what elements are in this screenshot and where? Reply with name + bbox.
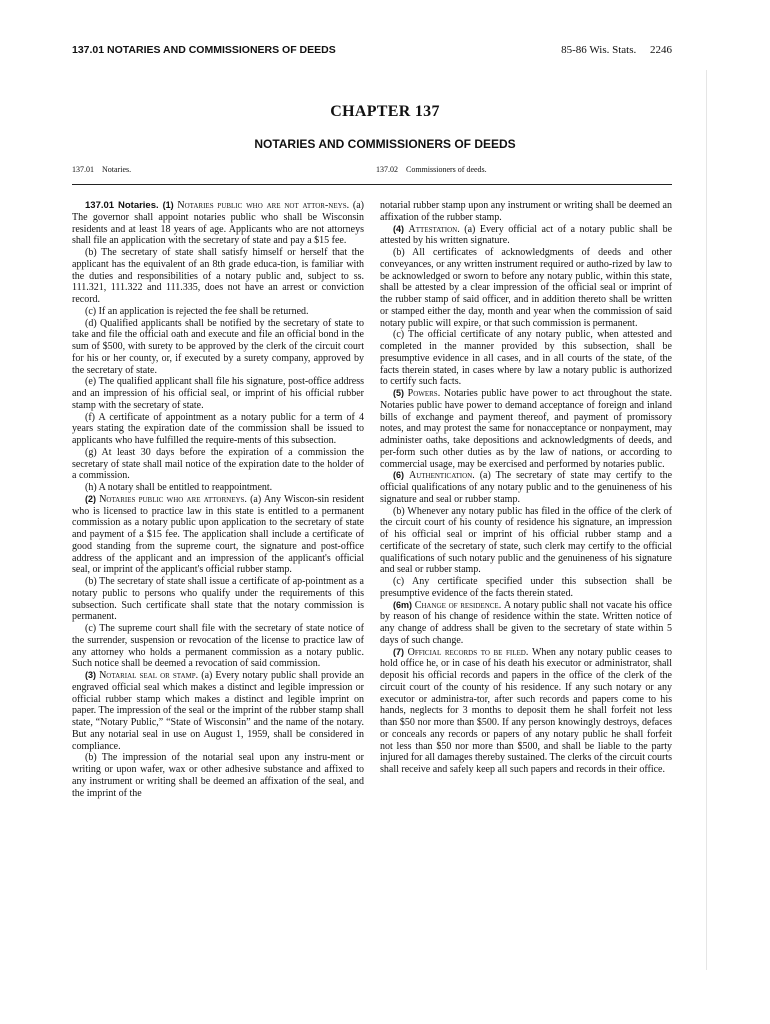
page-number: 2246 bbox=[650, 44, 672, 56]
subsection-caption: Official records to be filed. bbox=[407, 646, 532, 658]
subsection-caption: Attestation. bbox=[408, 223, 465, 235]
paragraph-text: (f) A certificate of appointment as a notary public for a term of 4 years stating the expiration date of the commission shall be issued to applicants who have fulfilled the require-ments of this subsection. bbox=[72, 411, 364, 446]
toc-entry bbox=[376, 165, 487, 174]
subsection-caption: Authentication. bbox=[408, 470, 480, 482]
paragraph bbox=[72, 200, 364, 247]
subsection-number: (4) bbox=[393, 223, 409, 234]
chapter-title: NOTARIES AND COMMISSIONERS OF DEEDS bbox=[254, 137, 516, 151]
paragraph bbox=[72, 670, 364, 752]
paragraph-text: (e) The qualified applicant shall file his signature, post-office address and an impression of his official seal, or imprint of his official rubber stamp with the secretary of state. bbox=[72, 376, 364, 411]
paragraph bbox=[380, 329, 672, 388]
toc-number: 137.01 bbox=[72, 165, 94, 174]
paragraph bbox=[72, 576, 364, 623]
paragraph-text: (b) Whenever any notary public has filed in the office of the clerk of the circuit court of his county of residence his signature, an impression of his official seal or imprint of his official rubber stamp and a certificate of the secretary of state, such clerk may certify to the official qualifications of such notary public and the genuineness of his signature and seal or rubber stamp. bbox=[380, 505, 672, 576]
header-rule bbox=[72, 184, 672, 185]
paragraph bbox=[72, 447, 364, 482]
paragraph bbox=[72, 482, 364, 494]
paragraph bbox=[72, 752, 364, 799]
paragraph bbox=[72, 247, 364, 306]
subsection-number: (5) bbox=[393, 388, 408, 398]
paragraph bbox=[72, 318, 364, 377]
paragraph bbox=[380, 470, 672, 505]
paragraph-text: Notaries public have power to act throughout the state. Notaries public have power to demand acceptance of foreign and inland bills of exchange and payment thereof, and payment of promissory notes, and may protest the same for nonacceptance or nonpayment, may administer oaths, take depositions and acknowledgments of deeds, and per-form such other duties as by the law of nations, or according to commercial usage, may be exercised and performed by notaries public. bbox=[380, 388, 673, 470]
paragraph-text: (b) The impression of the notarial seal upon any instru-ment or writing or upon wafer, wax or other adhesive substance and affixed to any instrument or writing shall be deemed an affixation of the seal, and the imprint of the bbox=[72, 752, 364, 799]
paragraph bbox=[380, 647, 672, 776]
paragraph-text: (a) Every official act of a notary public shall be attested by his written signature. bbox=[380, 223, 673, 247]
paragraph-text: A notary public shall not vacate his office by reason of his change of residence within the state. Written notice of any change of address shall be given to the secretary of state within 5 days of such change. bbox=[380, 599, 672, 646]
paragraph bbox=[380, 224, 672, 248]
section-index bbox=[72, 165, 672, 177]
paragraph bbox=[72, 412, 364, 447]
paragraph bbox=[380, 388, 672, 470]
paragraph bbox=[72, 494, 364, 576]
subsection-caption: Powers. bbox=[407, 388, 444, 399]
subsection-number: (1) bbox=[162, 200, 178, 210]
paragraph bbox=[72, 623, 364, 670]
right-column bbox=[380, 200, 672, 776]
paragraph-text: (a) Every notary public shall provide an engraved official seal which makes a distinct and legible impression or official rubber stamp which makes a distinct and legible imprint on paper. The impression of the seal or the imprint of the rubber stamp shall state, “Notary Public,” “State of Wisconsin” and the name of the notary. But any notarial seal in use on August 1, 1959, shall be considered in compliance. bbox=[72, 670, 365, 752]
toc-entry bbox=[72, 165, 131, 174]
paragraph-text: (a) Any Wiscon-sin resident who is licensed to practice law in this state is entitled to a permanent commission as a notary public upon application to the secretary of state and payment of a $15 fee. The application shall include a certificate of good standing from the supreme court, the signature and post-office address of the applicant and an impression of the applicant's official seal, or imprint of the applicant's official rubber stamp. bbox=[72, 493, 365, 576]
paragraph bbox=[380, 576, 672, 600]
page-edge-line bbox=[706, 70, 707, 970]
paragraph bbox=[380, 506, 672, 577]
stats-edition: 85-86 Wis. Stats. bbox=[561, 44, 637, 56]
toc-title: Commissioners of deeds. bbox=[406, 165, 487, 174]
left-column bbox=[72, 200, 364, 799]
paragraph-text: (d) Qualified applicants shall be notified by the secretary of state to take and file the official oath and execute and file an official bond in the sum of $500, with surety to be approved by the clerk of the circuit court for his or her county, or, if executed by a surety company, approved by the secretary of state. bbox=[72, 317, 364, 376]
subsection-number: (2) bbox=[85, 493, 100, 504]
paragraph-text: (b) All certificates of acknowledgments of deeds and other conveyances, or any written instrument required or autho-rized by law to be acknowledged or sworn to before any notary public, within this state, shall be attested by a clear impression of the official seal or imprint of the rubber stamp of said officer, and in addition thereto shall be written or stamped either the day, month and year when the commission of said notary public will expire, or that such commission is permanent. bbox=[380, 247, 672, 329]
running-head-title: 137.01 NOTARIES AND COMMISSIONERS OF DEEDS bbox=[72, 44, 336, 56]
paragraph-text: (g) At least 30 days before the expiration of a commission the secretary of state shall mail notice of the expiration date to the holder of a commission. bbox=[72, 446, 364, 482]
paragraph-text: (b) The secretary of state shall satisfy himself or herself that the applicant has the equivalent of an 8th grade educa-tion, is familiar with the duties and responsibilities of a notary public and, subject to ss. 111.321, 111.322 and 111.335, does not have an arrest or conviction record. bbox=[72, 247, 364, 305]
paragraph-text: When any notary public ceases to hold office he, or in case of his death his executor or administrator, shall deposit his official records and papers in the office of the clerk of the circuit court of the county of his residence. If any such notary or any executor or administra-tor, after such records and papers come to his hands, neglects for 3 months to deposit them he shall forfeit not less than $50 nor more than $500. If any person knowingly destroys, defaces or conceals any records or papers of any notary public he shall forfeit not less than $50 nor more than $500, and shall be liable to the party injured for all damages thereby sustained. The clerks of the circuit courts shall receive and safely keep all such papers and records in their office. bbox=[380, 646, 673, 775]
paragraph-text: (c) The supreme court shall file with the secretary of state notice of the surrender, suspension or revocation of the license to practice law of any attorney who holds a permanent commission as a notary public. Such notice shall be deemed a revocation of said commission. bbox=[72, 623, 364, 670]
paragraph-text: (b) The secretary of state shall issue a certificate of ap-pointment as a notary public to persons who qualify under the requirements of this subsection. Such certificate shall state that the notary commission is permanent. bbox=[72, 576, 364, 623]
paragraph-text: (c) The official certificate of any notary public, when attested and completed in the manner provided by this subsection, shall be presumptive evidence in all cases, and in all courts of the state, of the facts therein stated, in cases where by law a notary public is authorized to certify such facts. bbox=[380, 329, 672, 388]
running-head bbox=[72, 44, 672, 60]
toc-title: Notaries. bbox=[102, 165, 132, 174]
paragraph-text: (c) Any certificate specified under this subsection shall be presumptive evidence of the facts therein stated. bbox=[380, 576, 672, 599]
paragraph bbox=[380, 247, 672, 329]
paragraph bbox=[380, 200, 672, 224]
paragraph bbox=[72, 376, 364, 411]
paragraph-text: notarial rubber stamp upon any instrument or writing shall be deemed an affixation of the rubber stamp. bbox=[380, 200, 672, 223]
paragraph-text: (h) A notary shall be entitled to reappointment. bbox=[85, 482, 273, 493]
subsection-caption: Notaries public who are not attor-neys. bbox=[177, 200, 353, 211]
subsection-caption: Notarial seal or stamp. bbox=[99, 670, 202, 681]
section-heading: 137.01 Notaries. bbox=[85, 200, 163, 211]
toc-number: 137.02 bbox=[376, 165, 398, 174]
subsection-caption: Notaries public who are attorneys. bbox=[99, 493, 251, 505]
subsection-number: (6) bbox=[393, 470, 409, 481]
paragraph bbox=[72, 306, 364, 318]
subsection-number: (6m) bbox=[393, 599, 415, 610]
subsection-caption: Change of residence. bbox=[414, 599, 504, 611]
paragraph-text: (a) The governor shall appoint notaries public who shall be Wisconsin residents and at least 18 years of age. Applicants who are not attorneys shall file an application with the secretary of state and pay a $15 fee. bbox=[72, 200, 364, 247]
paragraph-text: (a) The secretary of state may certify to the official qualifications of any notary public and to the genuineness of his signature and seal or rubber stamp. bbox=[380, 470, 673, 505]
paragraph bbox=[380, 600, 672, 647]
subsection-number: (3) bbox=[85, 670, 100, 680]
subsection-number: (7) bbox=[393, 646, 408, 657]
running-head-right bbox=[561, 44, 672, 56]
paragraph-text: (c) If an application is rejected the fee shall be returned. bbox=[85, 305, 309, 317]
chapter-number: CHAPTER 137 bbox=[330, 103, 440, 120]
